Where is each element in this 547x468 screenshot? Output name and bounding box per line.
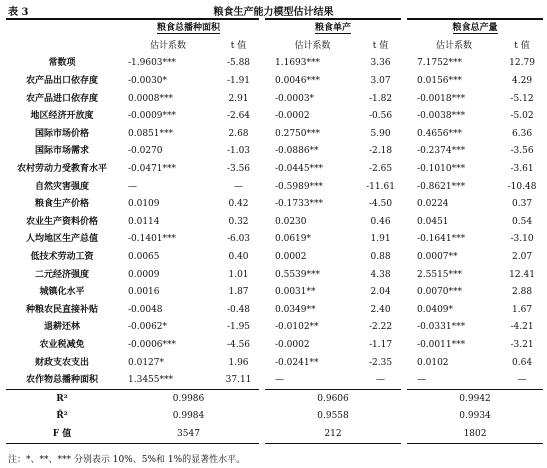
- table-row: [6, 73, 543, 91]
- coef-cell: 0.4656***: [404, 126, 501, 144]
- t-value-cell: -5.88: [226, 58, 251, 69]
- t-value-cell: 1.91: [370, 234, 391, 245]
- coef-cell: 0.0002: [262, 249, 360, 267]
- t-value-cell: —: [517, 375, 527, 386]
- sub-header-t: t 值: [230, 40, 247, 51]
- table-footnote: 注：*、**、*** 分别表示 10%、5%和 1%的显著性水平。: [8, 455, 246, 465]
- t-value-cell: -5.02: [510, 111, 534, 122]
- t-value-cell: 2.68: [228, 128, 249, 139]
- t-value-cell: -1.03: [226, 146, 251, 157]
- coef-cell: -0.0009***: [128, 111, 177, 122]
- variable-label: 常数项: [48, 58, 76, 69]
- t-value-cell: -2.22: [368, 322, 393, 333]
- coef-cell: -0.8621***: [404, 178, 501, 196]
- coef-cell: 0.0224: [404, 196, 501, 214]
- t-value-cell: 0.32: [228, 216, 249, 227]
- t-value-cell: 2.04: [370, 287, 391, 298]
- stat-label: R̄²: [56, 411, 68, 422]
- t-value-cell: -3.10: [510, 234, 534, 245]
- stat-value: 0.9942: [404, 390, 543, 408]
- t-value-cell: -11.61: [366, 181, 395, 192]
- coef-cell: 0.0031**: [262, 284, 360, 302]
- variable-label: 农业税减免: [39, 339, 85, 350]
- variable-label: 农业生产资料价格: [25, 216, 98, 227]
- coef-cell: 0.0127*: [128, 357, 164, 368]
- coef-cell: -0.0270: [128, 146, 163, 157]
- t-value-cell: -3.21: [510, 339, 534, 350]
- variable-label: 种粮农民直接补贴: [25, 304, 98, 315]
- group-header-output: 粮食总产量: [452, 23, 498, 34]
- t-value-cell: 1.67: [512, 304, 533, 315]
- coef-cell: —: [128, 181, 137, 192]
- coef-cell: 0.0109: [128, 199, 160, 210]
- coef-cell: 0.0451: [404, 214, 501, 232]
- t-value-cell: 3.36: [370, 58, 391, 69]
- table-row: [6, 143, 543, 161]
- variable-label: 低技术劳动工资: [30, 252, 94, 263]
- variable-label: 国际市场需求: [34, 146, 89, 157]
- variable-label: 财政支农支出: [34, 357, 89, 368]
- table-row: [6, 55, 543, 73]
- coef-cell: -0.1401***: [128, 234, 177, 245]
- stat-value: 0.9984: [172, 411, 205, 422]
- table-row: [6, 196, 543, 214]
- coef-cell: -0.0018***: [404, 90, 501, 108]
- corner-cell: [6, 19, 118, 38]
- coef-cell: 0.0230: [262, 214, 360, 232]
- t-value-cell: -2.65: [368, 164, 393, 175]
- t-value-cell: 0.46: [370, 216, 391, 227]
- table-row: [6, 90, 543, 108]
- table-number: 表 3: [8, 7, 29, 18]
- t-value-cell: 4.29: [512, 76, 533, 87]
- coef-cell: 0.5539***: [262, 266, 360, 284]
- t-value-cell: -2.64: [226, 111, 251, 122]
- stat-label: F 值: [6, 426, 118, 444]
- stat-value: 0.9606: [262, 390, 404, 408]
- variable-label: 农产品出口依存度: [25, 76, 98, 87]
- coef-cell: 0.0065: [128, 252, 160, 263]
- table-row: [6, 319, 543, 337]
- coef-cell: 0.0008***: [128, 93, 173, 104]
- stat-value: 212: [262, 426, 404, 444]
- variable-label: 退耕还林: [43, 322, 80, 333]
- coef-cell: -0.0003*: [262, 90, 360, 108]
- coef-cell: 0.0851***: [128, 128, 173, 139]
- t-value-cell: -5.12: [510, 93, 534, 104]
- results-table: [6, 18, 543, 444]
- coef-cell: 2.5515***: [404, 266, 501, 284]
- coef-cell: -0.0048: [128, 304, 163, 315]
- t-value-cell: 5.90: [370, 128, 391, 139]
- t-value-cell: 2.07: [512, 252, 533, 263]
- variable-label: 农产品进口依存度: [25, 93, 98, 104]
- t-value-cell: 1.87: [228, 287, 249, 298]
- coef-cell: -0.0102**: [262, 319, 360, 337]
- table-row: [6, 266, 543, 284]
- table-row: [6, 249, 543, 267]
- coef-cell: -0.0002: [262, 337, 360, 355]
- coef-cell: -0.1641***: [404, 231, 501, 249]
- coef-cell: 0.0114: [128, 216, 160, 227]
- group-header-yield: 粮食单产: [315, 23, 352, 34]
- t-value-cell: -2.18: [368, 146, 393, 157]
- t-value-cell: -1.82: [368, 93, 393, 104]
- t-value-cell: 0.37: [512, 199, 533, 210]
- coef-cell: -0.0038***: [404, 108, 501, 126]
- table-row: [6, 302, 543, 320]
- group-header-sown-area: 粮食总播种面积: [157, 23, 221, 34]
- variable-label: 二元经济强度: [34, 269, 89, 280]
- t-value-cell: -6.03: [226, 234, 251, 245]
- variable-label: 农作物总播种面积: [25, 375, 98, 386]
- group-header-row: [6, 19, 543, 38]
- variable-label: 地区经济开放度: [30, 111, 94, 122]
- coef-cell: 1.3455***: [128, 375, 173, 386]
- coef-cell: —: [404, 372, 501, 390]
- t-value-cell: -10.48: [507, 181, 537, 192]
- stat-row: [6, 390, 543, 408]
- t-value-cell: 3.07: [370, 76, 391, 87]
- stat-value: 0.9558: [262, 408, 404, 426]
- coef-cell: -0.5989***: [262, 178, 360, 196]
- coef-cell: 0.0016: [128, 287, 160, 298]
- stat-value: 0.9934: [404, 408, 543, 426]
- t-value-cell: —: [376, 375, 386, 386]
- coef-cell: 0.0046***: [262, 73, 360, 91]
- t-value-cell: -1.95: [226, 322, 251, 333]
- coef-cell: 0.0007**: [404, 249, 501, 267]
- t-value-cell: 12.41: [509, 269, 535, 280]
- t-value-cell: 1.96: [228, 357, 249, 368]
- t-value-cell: -2.35: [368, 357, 393, 368]
- coef-cell: 0.0409*: [404, 302, 501, 320]
- t-value-cell: -4.56: [226, 339, 251, 350]
- table-row: [6, 214, 543, 232]
- t-value-cell: -4.21: [510, 322, 534, 333]
- sub-header-coef: 估计系数: [404, 38, 501, 56]
- t-value-cell: -0.48: [226, 304, 251, 315]
- stat-label: R²: [6, 390, 118, 408]
- table-row: [6, 108, 543, 126]
- coef-cell: 1.1693***: [262, 55, 360, 73]
- t-value-cell: 0.42: [228, 199, 249, 210]
- t-value-cell: 12.79: [509, 58, 535, 69]
- t-value-cell: -1.91: [226, 76, 251, 87]
- table-row: [6, 372, 543, 390]
- sub-header-t: t 值: [514, 40, 530, 51]
- coef-cell: -0.0445***: [262, 161, 360, 179]
- coef-cell: -0.0011***: [404, 337, 501, 355]
- coef-cell: -0.1010***: [404, 161, 501, 179]
- t-value-cell: 2.40: [370, 304, 391, 315]
- coef-cell: 7.1752***: [404, 55, 501, 73]
- table-row: [6, 337, 543, 355]
- table-row: [6, 161, 543, 179]
- t-value-cell: -1.17: [368, 339, 393, 350]
- coef-cell: 0.2750***: [262, 126, 360, 144]
- coef-cell: -0.2374***: [404, 143, 501, 161]
- t-value-cell: -3.61: [510, 164, 534, 175]
- coef-cell: —: [262, 372, 360, 390]
- variable-label: 自然灾害强度: [34, 181, 89, 192]
- variable-label: 城镇化水平: [39, 287, 85, 298]
- stat-value: 1802: [404, 426, 543, 444]
- variable-label: 粮食生产价格: [34, 199, 89, 210]
- coef-cell: -0.0331***: [404, 319, 501, 337]
- t-value-cell: 2.91: [228, 93, 249, 104]
- coef-cell: 0.0349**: [262, 302, 360, 320]
- t-value-cell: 4.38: [370, 269, 391, 280]
- coef-cell: -0.0471***: [128, 164, 177, 175]
- coef-cell: 0.0009: [128, 269, 160, 280]
- coef-cell: -0.0006***: [128, 339, 177, 350]
- t-value-cell: -4.50: [368, 199, 393, 210]
- table-title: 粮食生产能力模型估计结果: [213, 7, 334, 18]
- sub-header-t: t 值: [372, 40, 389, 51]
- coef-cell: -0.0241**: [262, 354, 360, 372]
- t-value-cell: 6.36: [512, 128, 533, 139]
- coef-cell: -0.0062*: [128, 322, 168, 333]
- table-row: [6, 354, 543, 372]
- t-value-cell: 1.01: [228, 269, 249, 280]
- sub-header-coef: 估计系数: [149, 40, 186, 51]
- coef-cell: -0.0002: [262, 108, 360, 126]
- stat-value: 3547: [118, 426, 262, 444]
- coef-cell: 0.0070***: [404, 284, 501, 302]
- sub-header-coef: 估计系数: [262, 38, 360, 56]
- t-value-cell: 2.88: [512, 287, 533, 298]
- coef-cell: 0.0619*: [262, 231, 360, 249]
- coef-cell: 0.0156***: [404, 73, 501, 91]
- variable-label: 人均地区生产总值: [25, 234, 98, 245]
- stat-row: [6, 408, 543, 426]
- coef-cell: -0.0030*: [128, 76, 168, 87]
- t-value-cell: 37.11: [225, 375, 252, 386]
- table-row: [6, 231, 543, 249]
- coef-cell: -1.9603***: [128, 58, 177, 69]
- t-value-cell: -3.56: [510, 146, 534, 157]
- table-row: [6, 126, 543, 144]
- t-value-cell: 0.64: [512, 357, 533, 368]
- t-value-cell: -3.56: [226, 164, 251, 175]
- t-value-cell: 0.54: [512, 216, 533, 227]
- stat-value: 0.9986: [118, 390, 262, 408]
- sub-header-row: [6, 38, 543, 56]
- t-value-cell: —: [234, 181, 243, 192]
- table-row: [6, 284, 543, 302]
- stat-row: [6, 426, 543, 444]
- variable-label: 农村劳动力受教育水平: [16, 164, 107, 175]
- t-value-cell: -0.56: [368, 111, 393, 122]
- table-row: [6, 178, 543, 196]
- t-value-cell: 0.40: [228, 252, 249, 263]
- variable-label: 国际市场价格: [34, 128, 89, 139]
- coef-cell: -0.1733***: [262, 196, 360, 214]
- t-value-cell: 0.88: [370, 252, 391, 263]
- coef-cell: 0.0102: [404, 354, 501, 372]
- coef-cell: -0.0886**: [262, 143, 360, 161]
